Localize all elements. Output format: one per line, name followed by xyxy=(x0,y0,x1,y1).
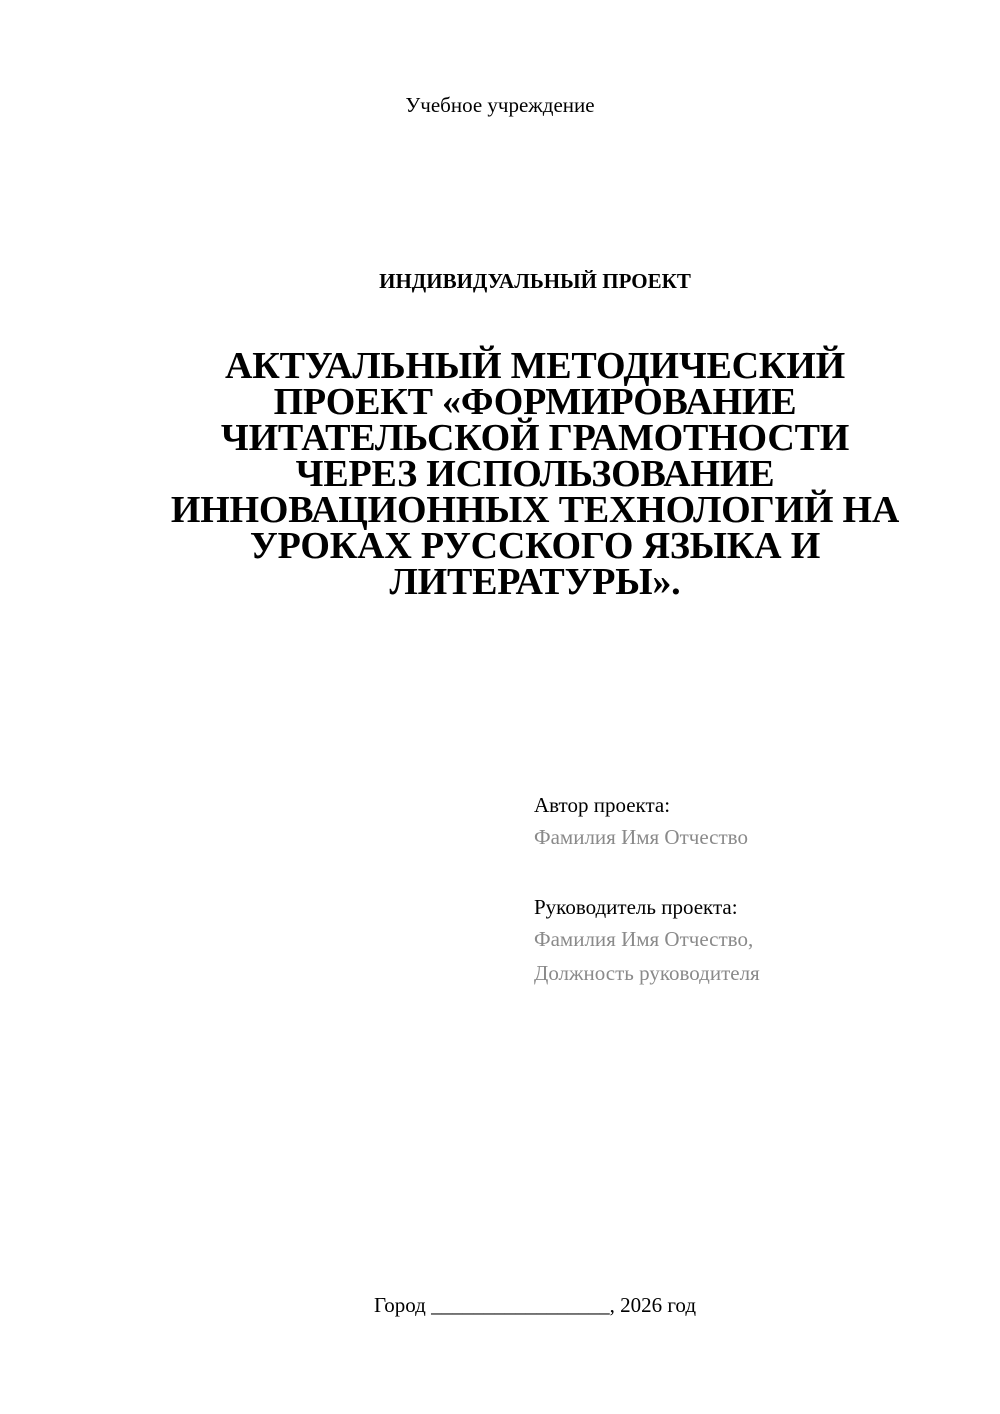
people-block xyxy=(534,790,954,990)
title-line: ИННОВАЦИОННЫХ ТЕХНОЛОГИЙ НА xyxy=(170,489,900,531)
supervisor-name-placeholder: Фамилия Имя Отчество, xyxy=(534,927,754,951)
title-line: ЧЕРЕЗ ИСПОЛЬЗОВАНИЕ xyxy=(295,453,775,495)
title-line: АКТУАЛЬНЫЙ МЕТОДИЧЕСКИЙ xyxy=(225,345,845,387)
title-line: ПРОЕКТ «ФОРМИРОВАНИЕ xyxy=(273,381,797,423)
supervisor-position-placeholder: Должность руководителя xyxy=(534,961,760,985)
project-title xyxy=(100,345,970,603)
author-label: Автор проекта: xyxy=(534,793,671,817)
institution-name: Учебное учреждение xyxy=(405,93,595,117)
author-name-placeholder: Фамилия Имя Отчество xyxy=(534,825,748,849)
project-type-heading: ИНДИВИДУАЛЬНЫЙ ПРОЕКТ xyxy=(379,269,691,293)
title-line: ЧИТАТЕЛЬСКОЙ ГРАМОТНОСТИ xyxy=(220,417,850,459)
title-line: УРОКАХ РУССКОГО ЯЗЫКА И xyxy=(249,525,821,567)
supervisor-label: Руководитель проекта: xyxy=(534,895,738,919)
city-year-line: Город _________________, 2026 год xyxy=(373,1293,697,1317)
title-line: ЛИТЕРАТУРЫ». xyxy=(389,561,681,603)
